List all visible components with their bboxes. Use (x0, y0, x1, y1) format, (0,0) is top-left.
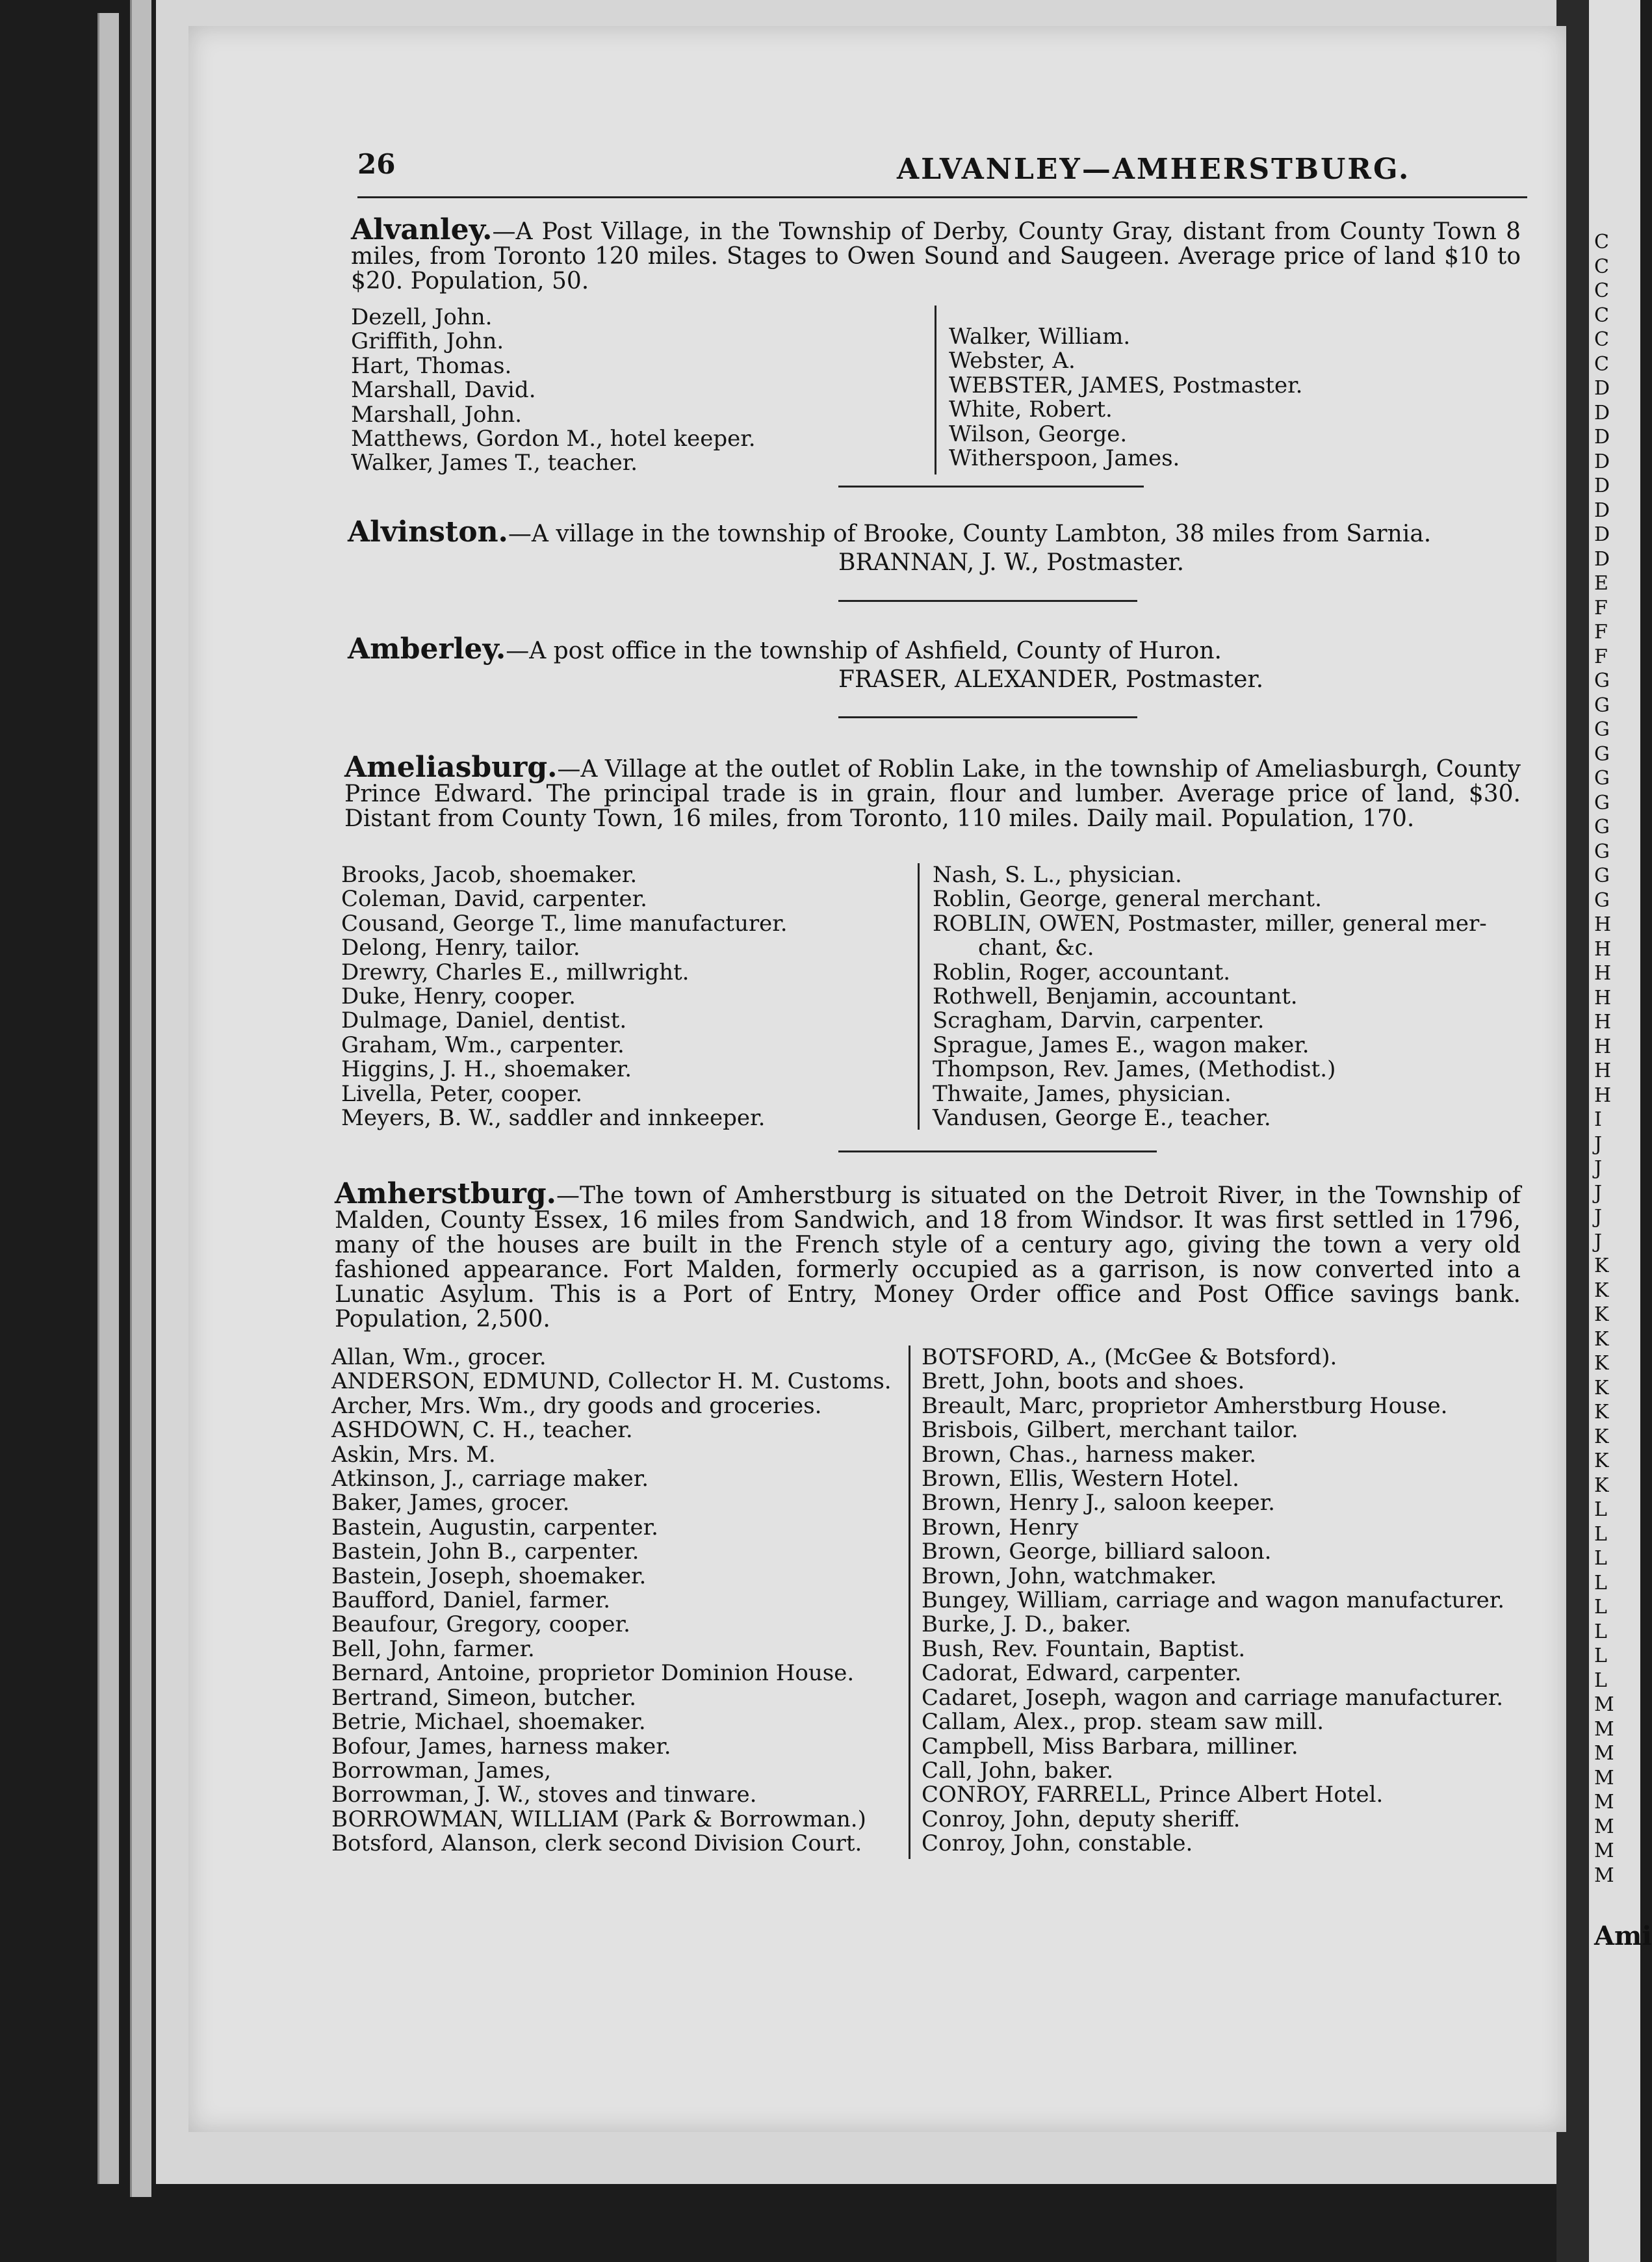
facing-page-fragment: H (1594, 1084, 1612, 1107)
facing-page-fragment: J (1594, 1132, 1603, 1156)
directory-listing: Bernard, Antoine, proprietor Dominion House. (331, 1660, 855, 1687)
directory-listing: WEBSTER, JAMES, Postmaster. (949, 372, 1303, 398)
amherstburg-right-column (922, 1346, 1504, 1856)
page-stack-edge-2 (130, 0, 151, 2197)
facing-page-fragment: H (1594, 962, 1612, 985)
directory-listing: Bungey, William, carriage and wagon manufacturer. (922, 1587, 1505, 1614)
facing-page-fragment: J (1594, 1230, 1603, 1253)
directory-listing: Sprague, James E., wagon maker. (933, 1032, 1310, 1058)
directory-listing: Baker, James, grocer. (331, 1490, 570, 1516)
facing-page-fragment: L (1594, 1547, 1607, 1570)
facing-page-fragment: M (1594, 1742, 1614, 1765)
directory-listing: Atkinson, J., carriage maker. (331, 1466, 649, 1492)
facing-page-fragment: G (1594, 840, 1610, 863)
directory-listing: Higgins, J. H., shoemaker. (341, 1056, 632, 1083)
directory-listing: Brown, Henry (922, 1514, 1079, 1540)
directory-listing: Cadorat, Edward, carpenter. (922, 1660, 1242, 1687)
entry-ameliasburg-description: —A Village at the outlet of Roblin Lake, in the township of Ameliasburgh, County Prince Edward. The principal trade is in grain, flour and lumber. Average price of land, $30. Distant from County Town, 16 miles, from Toronto, 110 miles. Daily mail. Population, 170. (344, 756, 1521, 832)
entry-amherstburg (335, 1177, 1521, 1332)
alvinston-postmaster: BRANNAN, J. W., Postmaster. (838, 549, 1185, 576)
directory-listing: Rothwell, Benjamin, accountant. (933, 983, 1298, 1010)
facing-page-fragment: L (1594, 1644, 1607, 1667)
entry-amberley-name: Amberley. (348, 632, 506, 666)
facing-page-fragment: M (1594, 1766, 1614, 1789)
directory-listing: Brown, Henry J., saloon keeper. (922, 1490, 1275, 1516)
directory-listing: Breault, Marc, proprietor Amherstburg House. (922, 1392, 1448, 1419)
facing-page-fragment: C (1594, 231, 1609, 254)
facing-page-fragment: L (1594, 1669, 1607, 1692)
facing-page-fragment: D (1594, 499, 1610, 522)
facing-page-fragment: Ami (1594, 1921, 1652, 1951)
facing-page-fragment: G (1594, 864, 1610, 887)
directory-listing: Baufford, Daniel, farmer. (331, 1587, 611, 1614)
entry-alvinston (348, 515, 1517, 549)
facing-page-fragment: G (1594, 694, 1610, 717)
directory-listing: Brown, Ellis, Western Hotel. (922, 1466, 1239, 1492)
directory-listing: chant, &c. (978, 935, 1094, 961)
directory-listing: Thwaite, James, physician. (933, 1080, 1232, 1107)
directory-page (188, 26, 1566, 2132)
facing-page-fragment: K (1594, 1352, 1609, 1375)
directory-listing: Bell, John, farmer. (331, 1635, 535, 1662)
entry-ameliasburg-name: Ameliasburg. (344, 751, 558, 784)
amherstburg-column-divider (909, 1346, 910, 1859)
directory-listing: Livella, Peter, cooper. (341, 1080, 582, 1107)
facing-page-fragment: K (1594, 1450, 1609, 1472)
directory-listing: BORROWMAN, WILLIAM (Park & Borrowman.) (331, 1806, 866, 1832)
directory-listing: Thompson, Rev. James, (Methodist.) (933, 1056, 1336, 1083)
directory-listing: Hart, Thomas. (351, 352, 512, 379)
ameliasburg-left-column (341, 863, 788, 1130)
facing-page-fragment: K (1594, 1401, 1609, 1424)
facing-page-fragment: F (1594, 596, 1608, 619)
alvanley-right-column (949, 325, 1302, 471)
directory-listing: Witherspoon, James. (949, 445, 1180, 472)
directory-listing: Campbell, Miss Barbara, milliner. (922, 1733, 1298, 1760)
entry-amherstburg-description: —The town of Amherstburg is situated on the Detroit River, in the Township of Malden, County Essex, 16 miles from Sandwich, and 18 from Windsor. It was first settled in 1796, many of the houses are built in the French style of a century ago, giving the town a very old fashioned appearance. Fort Malden, formerly occupied as a garrison, is now converted into a Lunatic Asylum. This is a Port of Entry, Money Order office and Post Office savings bank. Population, 2,500. (335, 1182, 1521, 1332)
directory-listing: Bastein, Augustin, carpenter. (331, 1514, 658, 1540)
directory-listing: Nash, S. L., physician. (933, 862, 1182, 888)
facing-page-fragment: C (1594, 280, 1609, 302)
facing-page-fragment: K (1594, 1303, 1609, 1326)
facing-page-fragment: G (1594, 742, 1610, 766)
directory-listing: Borrowman, James, (331, 1757, 552, 1784)
directory-listing: Burke, J. D., baker. (922, 1611, 1131, 1638)
facing-page-fragment: M (1594, 1791, 1614, 1814)
facing-page-fragment: C (1594, 304, 1609, 327)
entry-amberley (348, 632, 1517, 666)
facing-page-fragment: M (1594, 1717, 1614, 1741)
directory-listing: Roblin, Roger, accountant. (933, 959, 1231, 985)
facing-page-fragment: F (1594, 621, 1608, 644)
facing-page-fragment: E (1594, 572, 1608, 595)
facing-page-fragment: J (1594, 1181, 1603, 1204)
directory-listing: Allan, Wm., grocer. (331, 1344, 547, 1370)
directory-listing: Conroy, John, deputy sheriff. (922, 1806, 1241, 1832)
directory-listing: ASHDOWN, C. H., teacher. (331, 1417, 633, 1444)
ameliasburg-right-column (933, 863, 1487, 1130)
directory-listing: Beaufour, Gregory, cooper. (331, 1611, 630, 1638)
directory-listing: Bastein, Joseph, shoemaker. (331, 1563, 647, 1589)
directory-listing: Wilson, George. (949, 421, 1128, 447)
facing-page-fragment: G (1594, 767, 1610, 790)
separator-rule-4 (838, 1150, 1157, 1152)
facing-page-fragment: D (1594, 474, 1610, 497)
directory-listing: Dulmage, Daniel, dentist. (341, 1008, 627, 1034)
facing-page-fragment: M (1594, 1693, 1614, 1716)
directory-listing: Bofour, James, harness maker. (331, 1733, 671, 1760)
alvanley-left-column (351, 306, 756, 476)
facing-page-fragment: L (1594, 1571, 1607, 1594)
facing-page-fragment: G (1594, 718, 1610, 741)
ameliasburg-column-divider (918, 863, 920, 1130)
entry-alvanley-description: —A Post Village, in the Township of Derby, County Gray, distant from County Town 8 miles, from Toronto 120 miles. Stages to Owen Sound and Saugeen. Average price of land $10 to $20. Population, 50. (351, 218, 1521, 294)
facing-page-fragment: H (1594, 1035, 1612, 1058)
facing-page-fragment: K (1594, 1254, 1609, 1277)
directory-listing: Delong, Henry, tailor. (341, 935, 580, 961)
facing-page-fragment: D (1594, 426, 1610, 448)
entry-alvinston-description: —A village in the township of Brooke, County Lambton, 38 miles from Sarnia. (508, 521, 1432, 547)
directory-listing: Graham, Wm., carpenter. (341, 1032, 625, 1058)
facing-page-fragment: F (1594, 645, 1608, 668)
directory-listing: Griffith, John. (351, 328, 504, 355)
page-stack-edge-1 (97, 13, 119, 2184)
directory-listing: Bush, Rev. Fountain, Baptist. (922, 1635, 1246, 1662)
directory-listing: Borrowman, J. W., stoves and tinware. (331, 1782, 757, 1808)
facing-page-fragment: H (1594, 1011, 1612, 1034)
running-head: ALVANLEY—AMHERSTBURG. (897, 153, 1411, 186)
directory-listing: Bastein, John B., carpenter. (331, 1539, 639, 1565)
directory-listing: ROBLIN, OWEN, Postmaster, miller, general mer- (933, 910, 1487, 937)
directory-listing: Cadaret, Joseph, wagon and carriage manufacturer. (922, 1684, 1504, 1711)
separator-rule-2 (838, 600, 1137, 602)
facing-page-fragment: G (1594, 889, 1610, 912)
facing-page-fragment: H (1594, 913, 1612, 936)
facing-page-fragment: M (1594, 1840, 1614, 1862)
facing-page-fragment: L (1594, 1620, 1607, 1643)
amherstburg-left-column (331, 1346, 892, 1856)
directory-listing: Archer, Mrs. Wm., dry goods and groceries. (331, 1392, 822, 1419)
separator-rule-1 (838, 486, 1144, 488)
entry-ameliasburg (344, 751, 1521, 832)
facing-page-fragment: K (1594, 1376, 1609, 1399)
facing-page-fragment: L (1594, 1596, 1607, 1618)
facing-page (1589, 0, 1652, 2262)
directory-listing: White, Robert. (949, 396, 1113, 423)
facing-page-fragment: I (1594, 1108, 1602, 1131)
directory-listing: BOTSFORD, A., (McGee & Botsford). (922, 1344, 1337, 1370)
header-rule (357, 196, 1527, 198)
facing-page-fragment: C (1594, 352, 1609, 376)
facing-page-fragment: K (1594, 1279, 1609, 1302)
directory-listing: Vandusen, George E., teacher. (933, 1105, 1271, 1132)
directory-listing: Meyers, B. W., saddler and innkeeper. (341, 1105, 766, 1132)
directory-listing: Betrie, Michael, shoemaker. (331, 1709, 646, 1736)
facing-page-fragment: K (1594, 1474, 1609, 1497)
directory-listing: Conroy, John, constable. (922, 1830, 1193, 1857)
directory-listing: Brown, George, billiard saloon. (922, 1539, 1272, 1565)
facing-page-fragment: L (1594, 1522, 1607, 1546)
facing-page-fragment: H (1594, 1060, 1612, 1082)
directory-listing: Cousand, George T., lime manufacturer. (341, 910, 788, 937)
facing-page-fragment: G (1594, 791, 1610, 814)
facing-page-fragment: M (1594, 1864, 1614, 1887)
directory-listing: Brooks, Jacob, shoemaker. (341, 862, 638, 888)
entry-alvinston-name: Alvinston. (348, 515, 508, 549)
directory-listing: ANDERSON, EDMUND, Collector H. M. Customs. (331, 1368, 892, 1395)
facing-page-fragment: K (1594, 1327, 1609, 1351)
facing-page-fragment: G (1594, 670, 1610, 692)
amberley-postmaster: FRASER, ALEXANDER, Postmaster. (838, 666, 1264, 693)
directory-listing: Marshall, David. (351, 377, 536, 404)
facing-page-fragment: L (1594, 1498, 1607, 1521)
directory-listing: Webster, A. (949, 348, 1076, 374)
directory-listing: Duke, Henry, cooper. (341, 983, 576, 1010)
facing-page-fragment: C (1594, 255, 1609, 278)
directory-listing: Callam, Alex., prop. steam saw mill. (922, 1709, 1324, 1736)
facing-page-fragment: J (1594, 1206, 1603, 1228)
facing-page-fragment: D (1594, 523, 1610, 546)
entry-amherstburg-name: Amherstburg. (335, 1177, 556, 1210)
facing-page-fragment: D (1594, 547, 1610, 571)
entry-amberley-description: —A post office in the township of Ashfield, County of Huron. (506, 638, 1222, 664)
facing-page-fragment: H (1594, 986, 1612, 1009)
directory-listing: Bertrand, Simeon, butcher. (331, 1684, 637, 1711)
facing-page-fragment: D (1594, 401, 1610, 424)
directory-listing: Marshall, John. (351, 401, 523, 428)
directory-listing: Botsford, Alanson, clerk second Division Court. (331, 1830, 862, 1857)
directory-listing: Brett, John, boots and shoes. (922, 1368, 1245, 1395)
separator-rule-3 (838, 716, 1137, 718)
directory-listing: Brown, Chas., harness maker. (922, 1441, 1257, 1468)
directory-listing: Roblin, George, general merchant. (933, 886, 1322, 913)
directory-listing: Scragham, Darvin, carpenter. (933, 1008, 1265, 1034)
facing-page-fragment: H (1594, 937, 1612, 961)
directory-listing: Walker, William. (949, 324, 1131, 350)
directory-listing: Brisbois, Gilbert, merchant tailor. (922, 1417, 1298, 1444)
entry-alvanley (351, 213, 1521, 294)
directory-listing: Dezell, John. (351, 304, 493, 330)
facing-page-fragment: D (1594, 377, 1610, 400)
directory-listing: CONROY, FARRELL, Prince Albert Hotel. (922, 1782, 1384, 1808)
directory-listing: Walker, James T., teacher. (351, 450, 638, 476)
directory-listing: Matthews, Gordon M., hotel keeper. (351, 426, 756, 452)
directory-listing: Askin, Mrs. M. (331, 1441, 496, 1468)
facing-page-fragment: C (1594, 328, 1609, 351)
directory-listing: Brown, John, watchmaker. (922, 1563, 1217, 1589)
facing-page-fragment: M (1594, 1815, 1614, 1838)
facing-page-fragment: J (1594, 1157, 1603, 1180)
alvanley-column-divider (935, 306, 936, 474)
directory-listing: Call, John, baker. (922, 1757, 1114, 1784)
entry-alvanley-name: Alvanley. (351, 213, 493, 246)
facing-page-fragment: K (1594, 1425, 1609, 1448)
page-number: 26 (357, 148, 396, 180)
facing-page-fragment: G (1594, 816, 1610, 838)
directory-listing: Coleman, David, carpenter. (341, 886, 647, 913)
directory-listing: Drewry, Charles E., millwright. (341, 959, 690, 985)
facing-page-fragment: D (1594, 450, 1610, 473)
